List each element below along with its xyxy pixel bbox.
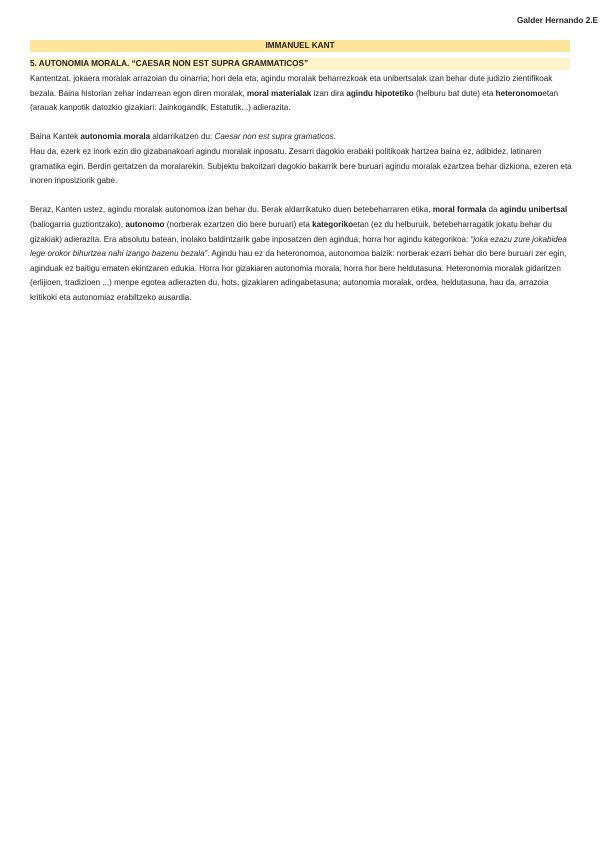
text-run: Beraz, Kanten ustez, agindu moralak autonomoa izan behar du. Berak aldarrikatuko duen betebeharraren etika, <box>30 205 433 215</box>
text-run: etan (ez du helburuik, betebeharragatik jokatu behar du gizakiak) adierazita. Era absolutu batean, inolako baldintzarik gabe inposatzen den agindua, horra hor agindu kategorikoa: <box>30 219 552 244</box>
text-run: “joka ezazu zure jokabidea lege orokor bihurtzea nahi izango bazenu bezala” <box>30 234 567 259</box>
paragraph-1 <box>30 72 575 116</box>
text-run: (norberak ezartzen dio bere buruari) eta <box>164 219 313 229</box>
paragraph-2 <box>30 130 575 188</box>
text-run: da <box>486 205 500 215</box>
text-run: moral materialak <box>246 88 312 98</box>
document-body <box>30 72 575 320</box>
text-run: etan (arauak kanpotik datozkio gizakiari: Jainkogandik, Estatutik...) adierazita. <box>30 88 559 113</box>
author-name: Galder Hernando 2.E <box>517 16 598 25</box>
text-run: izan dira <box>311 88 347 98</box>
text-run: autonomo <box>125 219 165 229</box>
text-run: aldarrikatzen du: <box>150 132 215 142</box>
text-run: kategoriko <box>312 219 354 229</box>
text-run: Kantentzat, jokaera moralak arrazoian du oinarria; hori dela eta, agindu moralak beharrezkoak eta unibertsalak izan behar dute judizio zientifikoak bezala. Baina historian zehar indarrean egon diren moralak, <box>30 74 553 98</box>
text-run: Baina Kantek <box>30 132 81 142</box>
text-run: (baliogarria guztiontzako), <box>30 219 126 229</box>
text-run: moral formala <box>432 205 487 215</box>
text-run: (helburu bat dute) eta <box>413 88 496 98</box>
text-run: Hau da, ezerk ez inork ezin dio gizabanakoari agindu moralak inposatu. Zesarri dagokio erabaki politikoak hartzea baina ez, adibidez, latinaren gramatika egin. Berdin gertatzen da moralarekin. Subjektu bakoitzari dagokio bakarrik bere buruari agindu moralak ezartzea behar dizkiona, ezeren eta inoren inposiziorik gabe. <box>30 146 572 186</box>
text-run: agindu hipotetiko <box>346 88 414 98</box>
text-run: . <box>333 132 336 142</box>
text-run: heteronomo <box>495 88 543 98</box>
text-run: . Agindu hau ez da heteronomoa, autonomoa baizik: norberak ezarri behar dio bere buruari zer egin, aginduak ez baitigu ematen ekintzaren edukia. Horra hor gizakiaren autonomia morala, horra hor bere heldutasuna. Heteronomia moralak gidaritzen (erlijioen, tradizioen ...) menpe egotea adierazten du, hots, gizakiaren adingabetasuna; autonomia moralak, ordea, heldutasuna, hau da, arrazoia kritikoki eta autonomiaz erabiltzeko ausardia. <box>30 249 567 302</box>
paragraph-3 <box>30 203 575 305</box>
document-title: IMMANUEL KANT <box>30 40 570 52</box>
text-run: Caesar non est supra gramaticos <box>214 132 334 142</box>
section-heading: 5. AUTONOMIA MORALA. “CAESAR NON EST SUPRA GRAMMATICOS” <box>30 58 570 70</box>
text-run: autonomia morala <box>80 132 151 142</box>
text-run: agindu unibertsal <box>499 205 568 215</box>
